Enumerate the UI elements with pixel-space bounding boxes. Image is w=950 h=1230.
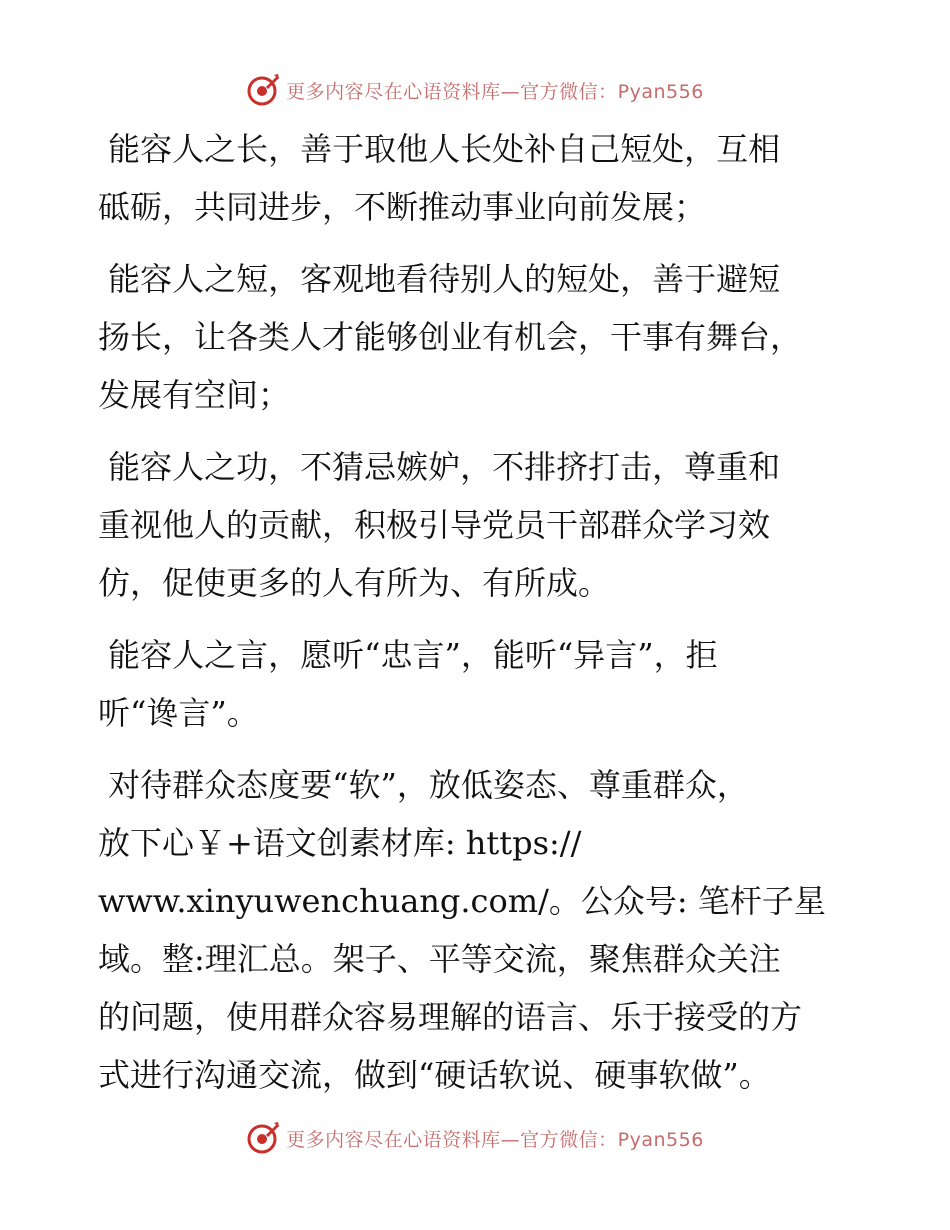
quill-logo-icon bbox=[246, 1121, 280, 1155]
article-body bbox=[98, 120, 858, 1118]
paragraph bbox=[98, 626, 858, 742]
quill-logo-icon bbox=[246, 73, 280, 107]
paragraph bbox=[98, 438, 858, 612]
text-line: 砥砺，共同进步，不断推动事业向前发展； bbox=[98, 188, 707, 226]
header-banner bbox=[0, 70, 950, 110]
text-line: 能容人之功，不猜忌嫉妒，不排挤打击，尊重和 bbox=[98, 448, 781, 486]
text-line: 发展有空间； bbox=[98, 376, 291, 414]
text-line: www.xinyuwenchuang.com/。公众号: 笔杆子星 bbox=[98, 882, 826, 920]
text-line: 重视他人的贡献，积极引导党员干部群众学习效 bbox=[98, 506, 771, 544]
header-banner-text: 更多内容尽在心语资料库—官方微信：Pyan556 bbox=[286, 80, 704, 103]
text-line: 放下心￥+语文创素材库: https:// bbox=[98, 824, 582, 862]
text-line: 能容人之长，善于取他人长处补自己短处，互相 bbox=[98, 130, 781, 168]
text-line: 仿，促使更多的人有所为、有所成。 bbox=[98, 564, 611, 602]
footer-banner-text: 更多内容尽在心语资料库—官方微信：Pyan556 bbox=[286, 1128, 704, 1151]
text-line: 对待群众态度要“软”，放低姿态、尊重群众， bbox=[98, 766, 749, 804]
text-line: 听“谗言”。 bbox=[98, 694, 259, 732]
text-line: 能容人之短，客观地看待别人的短处，善于避短 bbox=[98, 260, 781, 298]
text-line: 式进行沟通交流，做到“硬话软说、硬事软做”。 bbox=[98, 1056, 771, 1094]
text-line: 域。整:理汇总。架子、平等交流，聚焦群众关注 bbox=[98, 940, 781, 978]
paragraph bbox=[98, 120, 858, 236]
text-line: 的问题，使用群众容易理解的语言、乐于接受的方 bbox=[98, 998, 803, 1036]
paragraph bbox=[98, 756, 858, 1104]
text-line: 扬长，让各类人才能够创业有机会，干事有舞台， bbox=[98, 318, 803, 356]
paragraph bbox=[98, 250, 858, 424]
text-line: 能容人之言，愿听“忠言”，能听“异言”，拒 bbox=[98, 636, 718, 674]
footer-banner bbox=[0, 1118, 950, 1158]
